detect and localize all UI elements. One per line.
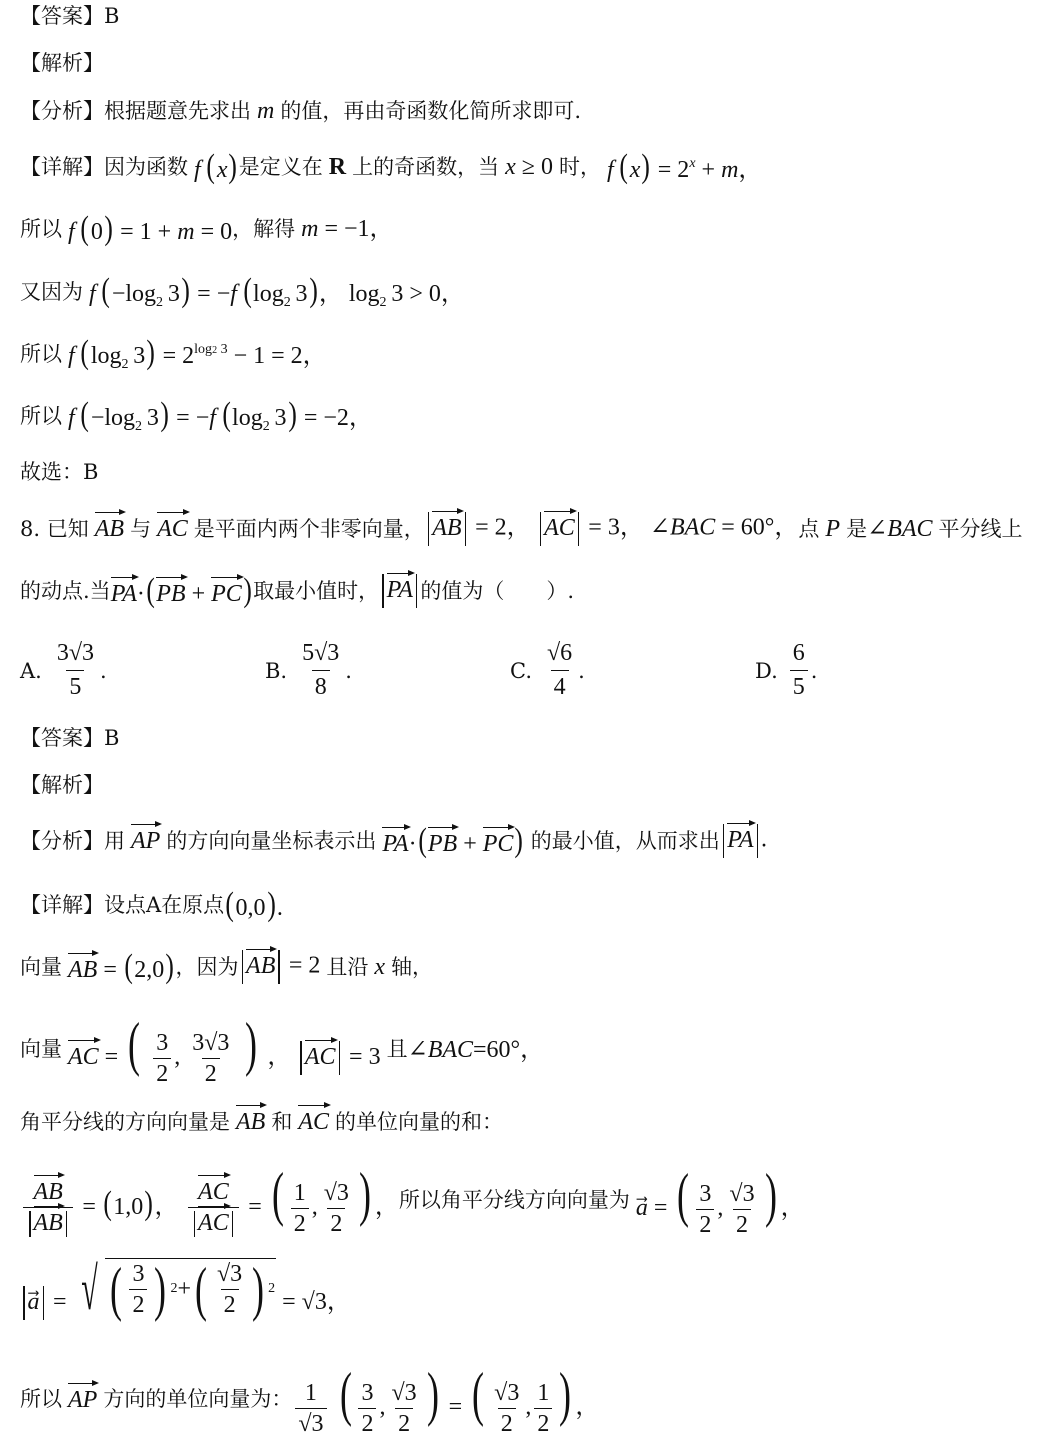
option-d: D. $\frac{6}{5}$ . bbox=[755, 640, 818, 700]
q8-vector-ab: 向量 AB = (2,0) ，因为 AB = 2 且沿 x 轴， bbox=[20, 948, 434, 985]
option-c: C. $\frac{√6}{4}$ . bbox=[510, 640, 585, 700]
q8-unit-vectors: $\frac{AB}{AB}$ = (1,0)， $\frac{AC}{AC}$ = ( $\frac{1}{2}$ , $\frac{√3}{2}$ ) ， 所以角平分线方向向量为 a⃗ = ( $\frac{3}{2}$ , $\frac{√3}{2}$ ) ， bbox=[20, 1164, 805, 1237]
q7-step4: 所以 f ($-\log_2$ 3) = −f ($\log_2$ 3) = −2， bbox=[20, 396, 373, 434]
q7-fenxi: 【分析】 根据题意先求出 m 的值，再由奇函数化简所求即可. bbox=[20, 98, 582, 124]
q7-xiangjie: 【详解】 因为函数 f (x) 是定义在 R 上的奇函数，当 x ≥ 0 时， f $(x) = 2^x + m$， bbox=[20, 148, 763, 185]
q8-magnitude: a = √ ( $\frac{3}{2}$ ) 2 + ( $\frac{√3}{2}$ ) 2 = √3， bbox=[20, 1258, 351, 1320]
q8-stem-line1: 8. 已知 AB 与 AC 是平面内两个非零向量， AB = 2， AC = 3， ∠BAC = 60°， 点 P 是 ∠BAC 平分线上 bbox=[20, 512, 1023, 546]
q8-answer: 【答案】B bbox=[20, 726, 120, 750]
q8-unit-ap: 所以 AP 方向的单位向量为： $\frac{1}{√3}$ ( $\frac{3}{2}$ , $\frac{√3}{2}$ ) = ( $\frac{√3}{2}$ , $\frac{1}{2}$ ) ， bbox=[20, 1361, 600, 1437]
q7-guxuan: 故选：B bbox=[20, 460, 99, 484]
q8-bisector-intro: 角平分线的方向向量是 AB 和 AC 的单位向量的和： bbox=[20, 1109, 503, 1135]
q7-step2: 又因为 f ($-\log_2$ 3) = −f ($\log_2$ 3)， $\log_2 3 > 0$， bbox=[20, 272, 465, 310]
q7-answer: 【答案】B bbox=[20, 4, 120, 28]
option-b: B. $\frac{5√3}{8}$ . bbox=[265, 640, 352, 700]
option-a: A. $\frac{3√3}{5}$ . bbox=[20, 640, 107, 700]
q8-vector-ac: 向量 AC = ( $\frac{3}{2}$ , $\frac{3√3}{2}$ ) ， AC = 3 且 ∠BAC=60°， bbox=[20, 1011, 545, 1087]
q8-fenxi: 【分析】 用 AP 的方向向量坐标表示出 PA·(PB + PC) 的最小值，从而求出 PA . bbox=[20, 822, 767, 859]
q8-xiangjie: 【详解】 设点A在原点 (0,0). bbox=[20, 886, 283, 923]
q7-jiexi: 【解析】 bbox=[20, 51, 104, 75]
q8-stem-line2: 的动点.当 PA·(PB + PC) 取最小值时， PA 的值为（ ）. bbox=[20, 572, 575, 609]
q7-step1: 所以 f (0) = 1 + m = 0 ，解得 m = −1， bbox=[20, 210, 394, 247]
q8-jiexi: 【解析】 bbox=[20, 773, 104, 797]
q7-step3: 所以 f ($\log_2$ $3) = 2^{log2 3} - 1 = 2$， bbox=[20, 334, 327, 372]
